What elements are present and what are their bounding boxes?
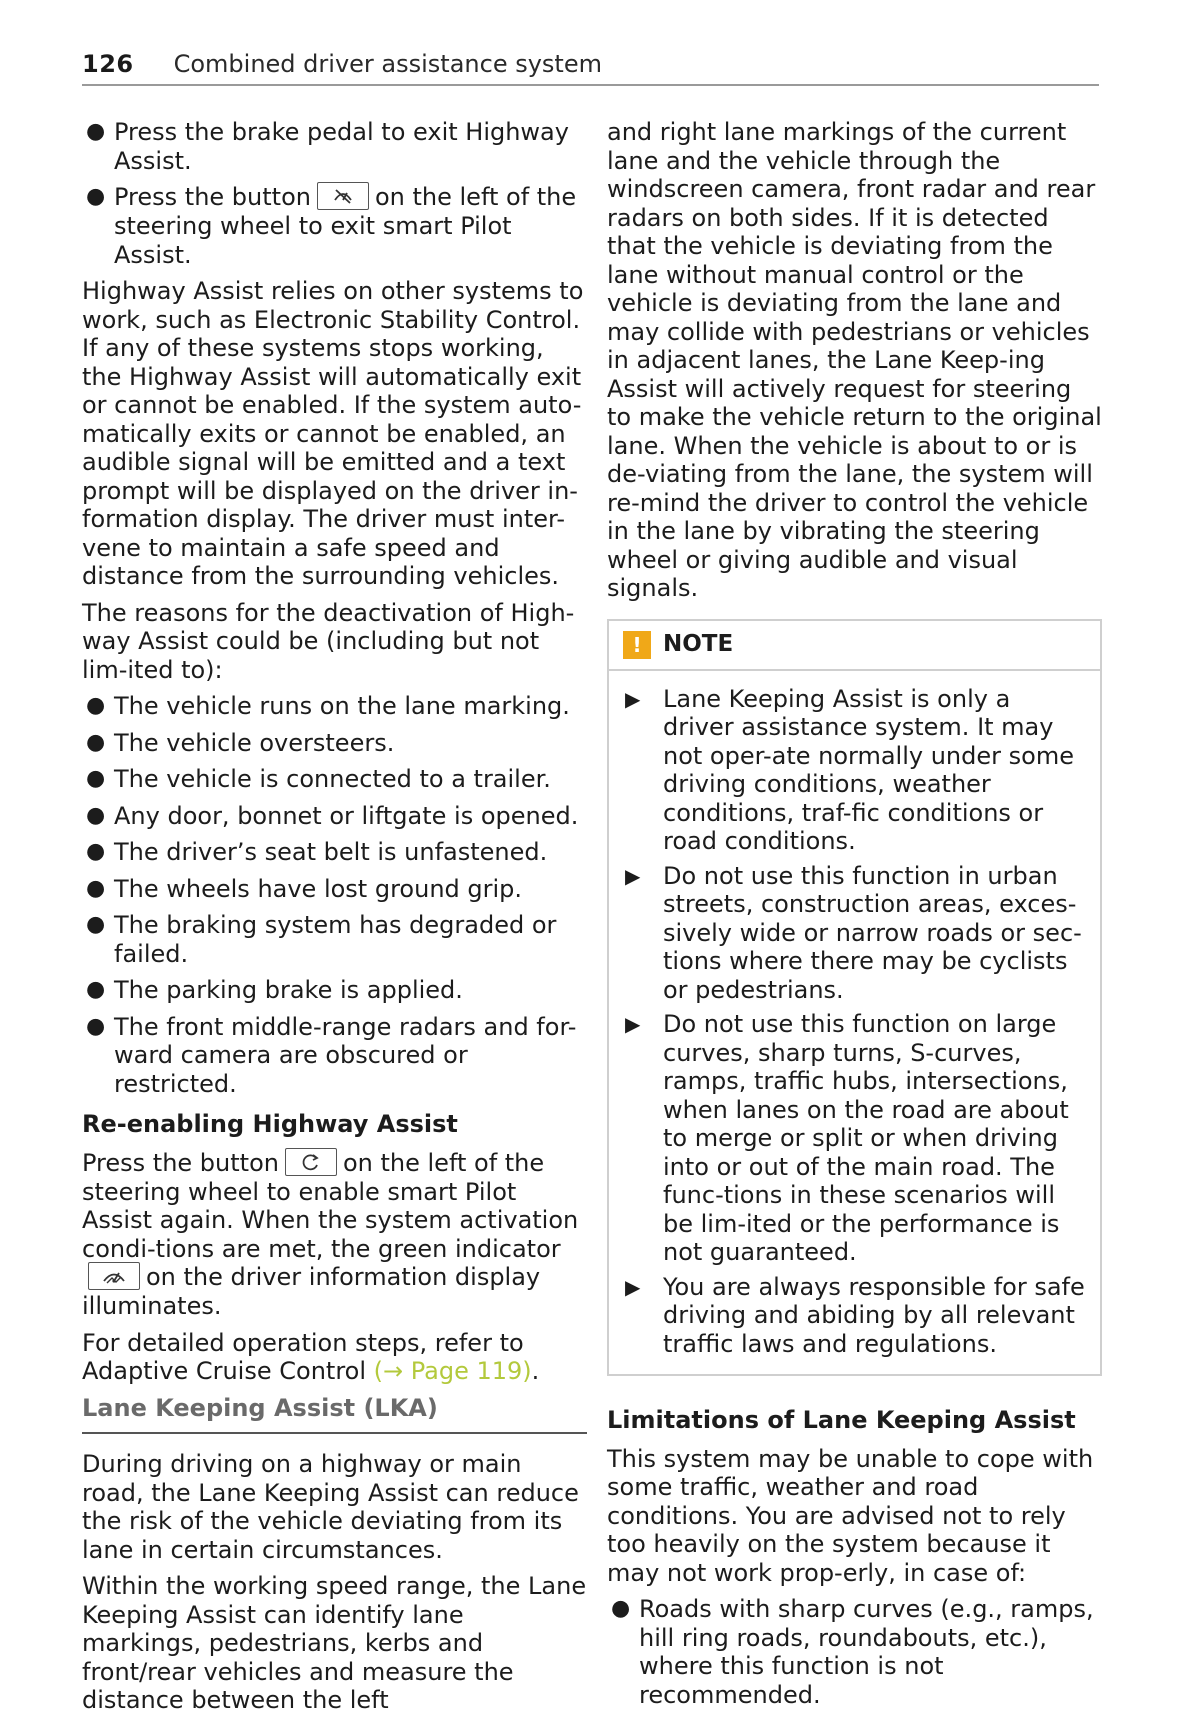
list-item: ● The driver’s seat belt is unfastened. [86,838,548,866]
paragraph: The reasons for the deactivation of High-way Assist could be (including but not lim-ited to): [82,598,575,684]
bullet-dot: ● [86,1013,106,1039]
page-reference-link[interactable]: (→ Page 119) [373,1357,532,1385]
bullet-dot: ● [86,119,106,144]
paragraph: During driving on a highway or main road, the Lane Keeping Assist can reduce the risk of the vehicle deviating from its lane in certain circumstances. [82,1450,579,1564]
bullet-dot: ● [86,875,106,901]
list-item: ● Roads with sharp curves (e.g., ramps, hill ring roads, roundabouts, etc.), where this function is not recommended. [611,1595,1094,1709]
bullet-dot: ● [611,1596,631,1621]
deactivation-reasons [82,692,587,1098]
page-number: 126 [82,50,134,78]
paragraph: and right lane markings of the current lane and the vehicle through the windscreen camera, front radar and rear radars on both sides. If it is detected that the vehicle is deviating from the lane without manual control or the vehicle is deviating from the lane and may collide with pedestrians or vehicles in adjacent lanes, the Lane Keep-ing Assist will actively request for steering to make the vehicle return to the original lane. When the vehicle is about to or is de-viating from the lane, the system will re-mind the driver to control the vehicle in the lane by vibrating the steering wheel or giving audible and visual signals. [607,118,1102,602]
reenable-paragraph: Press the button on the left of the steering wheel to enable smart Pilot Assist again. When the system activation condi-tions are met, the green indicatoron the driver information display illuminates. [82,1148,579,1320]
arrow-right-icon: ▶ [625,863,641,888]
bullet-dot: ● [86,977,106,1002]
paragraph: Within the working speed range, the Lane Keeping Assist can identify lane markings, pedestrians, kerbs and front/rear vehicles and measure the distance between the left [82,1572,587,1714]
limitations-list [607,1595,1102,1709]
list-item: ▶ Do not use this function on large curves, sharp turns, S-curves, ramps, traffic hubs, intersections, when lanes on the road are about to merge or split or when driving into or out of the main road. The func-tions in these scenarios will be lim-ited or the performance is not guaranteed. [625,1010,1069,1266]
arrow-right-icon: ▶ [625,1012,641,1036]
list-item: ● The front middle-range radars and for-ward camera are obscured or restricted. [86,1012,577,1098]
note-header [609,621,1100,671]
bullet-dot: ● [86,839,106,864]
note-list [623,685,1086,1359]
limitations-heading: Limitations of Lane Keeping Assist [607,1406,1076,1434]
bullet-dot: ● [86,184,106,209]
refer-paragraph: For detailed operation steps, refer to Adaptive Cruise Control (→ Page 119). [82,1328,540,1385]
list-item: ● The parking brake is applied. [86,976,463,1004]
note-box [607,619,1102,1377]
lka-section-heading: Lane Keeping Assist (LKA) [82,1394,587,1435]
list-item: ▶ Do not use this function in urban streets, construction areas, exces-sively wide or narrow roads or sec-tions where there may be cyclists or pedestrians. [625,861,1082,1004]
list-item: ● The vehicle runs on the lane marking. [86,692,570,720]
list-item: ● The vehicle oversteers. [86,728,395,757]
pilot-assist-indicator-icon [88,1262,140,1290]
list-item: ● Press the brake pedal to exit Highway Assist. [86,118,569,175]
running-title: Combined driver assistance system [173,50,602,78]
reenable-heading: Re-enabling Highway Assist [82,1110,458,1138]
exit-list [82,118,587,269]
right-column [607,118,1102,1717]
bullet-dot: ● [86,693,106,718]
note-body [609,671,1100,1375]
bullet-dot: ● [86,766,106,791]
paragraph: This system may be unable to cope with some traffic, weather and road conditions. You are advised not to rely too heavily on the system because it may not work prop-erly, in case of: [607,1444,1094,1587]
left-column [82,118,587,1723]
list-item: ● The vehicle is connected to a trailer. [86,765,551,793]
bullet-dot: ● [86,802,106,828]
pilot-assist-resume-icon [285,1148,337,1176]
list-item: ▶ Lane Keeping Assist is only a driver assistance system. It may not oper-ate normally under some driving conditions, weather conditions, traf-fic conditions or road conditions. [625,684,1074,855]
list-item: ● The braking system has degraded or failed. [86,911,557,968]
note-title: NOTE [663,631,734,658]
paragraph: Highway Assist relies on other systems to work, such as Electronic Stability Control. If any of these systems stops working, the Highway Assist will automatically exit or cannot be enabled. If the system auto-matically exits or cannot be enabled, an audible signal will be emitted and a text prompt will be displayed on the driver in-formation display. The driver must inter-vene to maintain a safe speed and distance from the surrounding vehicles. [82,277,584,590]
arrow-right-icon: ▶ [625,1274,641,1299]
bullet-dot: ● [86,912,106,937]
list-item: ● The wheels have lost ground grip. [86,874,523,903]
bullet-dot: ● [86,729,106,755]
list-item: ▶ You are always responsible for safe driving and abiding by all relevant traffic laws and regulations. [625,1272,1085,1358]
list-item: ● Press the button on the left of the steering wheel to exit smart Pilot Assist. [86,183,577,269]
page-header [82,44,1099,86]
arrow-right-icon: ▶ [625,686,641,711]
pilot-assist-off-icon [317,182,369,210]
warning-icon: ! [623,631,651,659]
list-item: ● Any door, bonnet or liftgate is opened. [86,801,579,830]
